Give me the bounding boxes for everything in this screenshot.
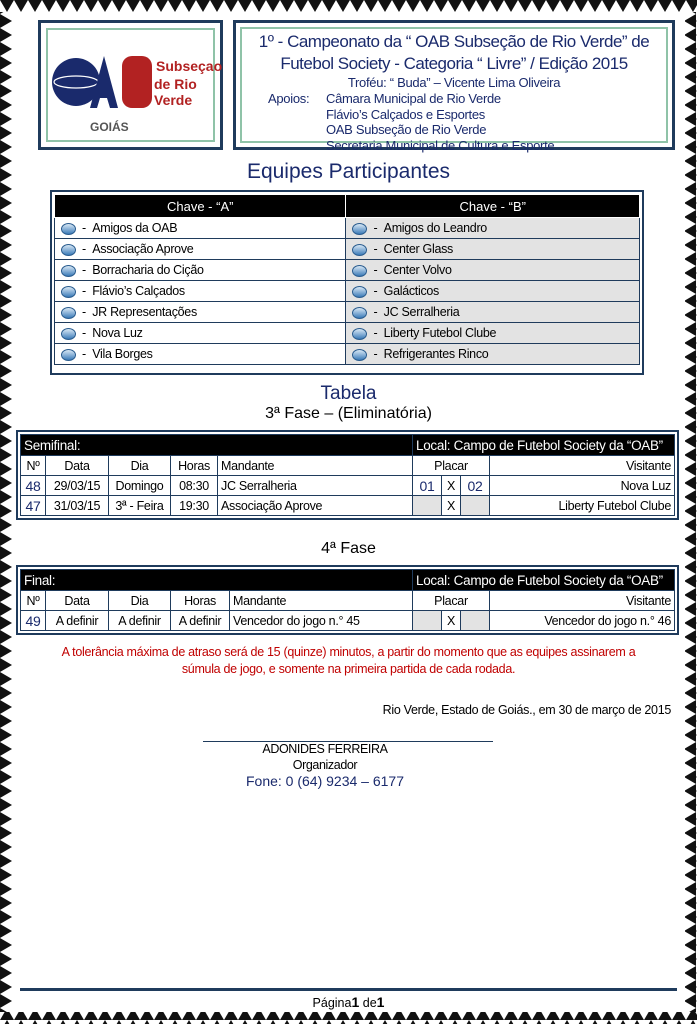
fase4-title: 4ª Fase (321, 540, 376, 557)
table-row (21, 496, 675, 516)
tolerance-line-1: A tolerância máxima de atraso será de 15 (quinze) minutos, a partir do momento que as equipes assinarem a (61, 645, 636, 659)
ball-icon (61, 244, 76, 256)
game-number: 47 (21, 496, 46, 516)
team-b: Galácticos (383, 284, 440, 298)
away-team: Nova Luz (490, 476, 675, 496)
col-horas: Horas (171, 591, 230, 611)
team-b: Center Glass (383, 242, 453, 256)
final-table (16, 565, 679, 635)
away-team: Liberty Futebol Clube (490, 496, 675, 516)
col-placar: Placar (413, 591, 490, 611)
team-a: Associação Aprove (92, 242, 194, 256)
final-local: Local: Campo de Futebol Society da “OAB” (413, 570, 675, 591)
tolerance-line-2: súmula de jogo, e somente na primeira partida de cada rodada. (181, 662, 516, 676)
game-day: Domingo (109, 476, 171, 496)
table-row: - JR Representações - JC Serralheria (55, 302, 640, 323)
apoio-item: Secretaria Municipal de Cultura e Esporte (326, 137, 555, 153)
table-row: - Borracharia do Cição - Center Volvo (55, 260, 640, 281)
semifinal-local: Local: Campo de Futebol Society da “OAB” (413, 435, 675, 456)
tolerance-note (20, 644, 677, 678)
game-date: 31/03/15 (46, 496, 109, 516)
signer-role: Organizador (292, 758, 358, 772)
team-a: Borracharia do Cição (92, 263, 204, 277)
team-b: JC Serralheria (383, 305, 460, 319)
ball-icon (61, 307, 76, 319)
team-a: JR Representações (92, 305, 197, 319)
score-x: X (442, 476, 461, 496)
page-label: Página (312, 996, 352, 1010)
team-a: Flávio’s Calçados (92, 284, 185, 298)
team-b: Liberty Futebol Clube (383, 326, 497, 340)
phone: Fone: 0 (64) 9234 – 6177 (245, 773, 404, 789)
game-number: 49 (21, 611, 46, 631)
page-total: 1 (376, 994, 385, 1010)
logo-goias: GOIÁS (90, 120, 129, 134)
col-visitante: Visitante (490, 591, 675, 611)
ball-icon (61, 265, 76, 277)
ball-icon (352, 307, 367, 319)
table-row: - Nova Luz - Liberty Futebol Clube (55, 323, 640, 344)
ball-icon (61, 328, 76, 340)
away-score: 02 (461, 476, 490, 496)
home-score (413, 496, 442, 516)
table-row: - Associação Aprove - Center Glass (55, 239, 640, 260)
trophy: Troféu: “ Buda” – Vicente Lima Oliveira (347, 75, 561, 90)
col-mandante: Mandante (230, 591, 413, 611)
home-score (413, 611, 442, 631)
col-dia: Dia (109, 591, 171, 611)
chaves-table (50, 190, 644, 375)
game-time: 19:30 (171, 496, 218, 516)
title-box (233, 20, 675, 153)
ball-icon (352, 349, 367, 361)
ball-icon (61, 349, 76, 361)
home-team: Associação Aprove (218, 496, 413, 516)
signer-name: ADONIDES FERREIRA (262, 742, 388, 756)
table-row: - Amigos da OAB - Amigos do Leandro (55, 218, 640, 239)
apoio-item: Flávio’s Calçados e Esportes (326, 106, 485, 122)
header (28, 20, 668, 152)
footer (20, 994, 677, 1010)
apoio-item: OAB Subseção de Rio Verde (326, 122, 487, 137)
home-team: Vencedor do jogo n.° 45 (230, 611, 413, 631)
ball-icon (61, 223, 76, 235)
logo-box (38, 20, 223, 150)
team-b: Center Volvo (383, 263, 452, 277)
game-number: 48 (21, 476, 46, 496)
team-b: Amigos do Leandro (383, 221, 487, 235)
table-row (21, 611, 675, 631)
game-day: A definir (109, 611, 171, 631)
score-x: X (442, 611, 461, 631)
col-placar: Placar (413, 456, 490, 476)
final-label: Final: (21, 570, 413, 591)
away-team: Vencedor do jogo n.° 46 (490, 611, 675, 631)
footer-line (20, 988, 677, 991)
game-day: 3ª - Feira (109, 496, 171, 516)
title-line-2: Futebol Society - Categoria “ Livre” / Edição 2015 (280, 54, 628, 73)
ball-icon (352, 328, 367, 340)
team-b: Refrigerantes Rinco (383, 347, 489, 361)
table-row: - Flávio’s Calçados - Galácticos (55, 281, 640, 302)
col-data: Data (46, 456, 109, 476)
ball-icon (352, 286, 367, 298)
game-date: A definir (46, 611, 109, 631)
apoios-list (326, 91, 554, 153)
away-score (461, 496, 490, 516)
page (20, 20, 677, 1010)
tabela-title: Tabela (320, 383, 377, 404)
col-data: Data (46, 591, 109, 611)
apoios-label: Apoios: (268, 91, 310, 106)
logo-subsecao: Subseçao (156, 58, 223, 74)
team-a: Vila Borges (92, 347, 153, 361)
game-time: 08:30 (171, 476, 218, 496)
score-x: X (442, 496, 461, 516)
team-a: Nova Luz (92, 326, 143, 340)
page-of: de (362, 996, 377, 1010)
col-dia: Dia (109, 456, 171, 476)
fase3-title: 3ª Fase – (Eliminatória) (265, 405, 432, 422)
page-number: 1 (351, 994, 360, 1010)
team-a: Amigos da OAB (92, 221, 178, 235)
col-horas: Horas (171, 456, 218, 476)
apoio-item: Câmara Municipal de Rio Verde (326, 91, 501, 106)
chave-a-header: Chave - “A” (55, 195, 346, 218)
ball-icon (352, 265, 367, 277)
home-team: JC Serralheria (218, 476, 413, 496)
semifinal-table (16, 430, 679, 520)
table-row: - Vila Borges - Refrigerantes Rinco (55, 344, 640, 365)
ball-icon (61, 286, 76, 298)
place-date: Rio Verde, Estado de Goiás., em 30 de março de 2015 (382, 703, 671, 717)
col-mandante: Mandante (218, 456, 413, 476)
title-line-1: 1º - Campeonato da “ OAB Subseção de Rio Verde” de (258, 32, 650, 51)
ball-icon (352, 223, 367, 235)
equipes-title: Equipes Participantes (246, 160, 451, 183)
home-score: 01 (413, 476, 442, 496)
away-score (461, 611, 490, 631)
table-row (21, 476, 675, 496)
game-time: A definir (171, 611, 230, 631)
col-n: Nº (21, 456, 46, 476)
col-n: Nº (21, 591, 46, 611)
col-visitante: Visitante (490, 456, 675, 476)
game-date: 29/03/15 (46, 476, 109, 496)
ball-icon (352, 244, 367, 256)
logo-rio-verde: de Rio Verde (154, 76, 197, 108)
semifinal-label: Semifinal: (21, 435, 413, 456)
chave-b-header: Chave - “B” (346, 195, 640, 218)
